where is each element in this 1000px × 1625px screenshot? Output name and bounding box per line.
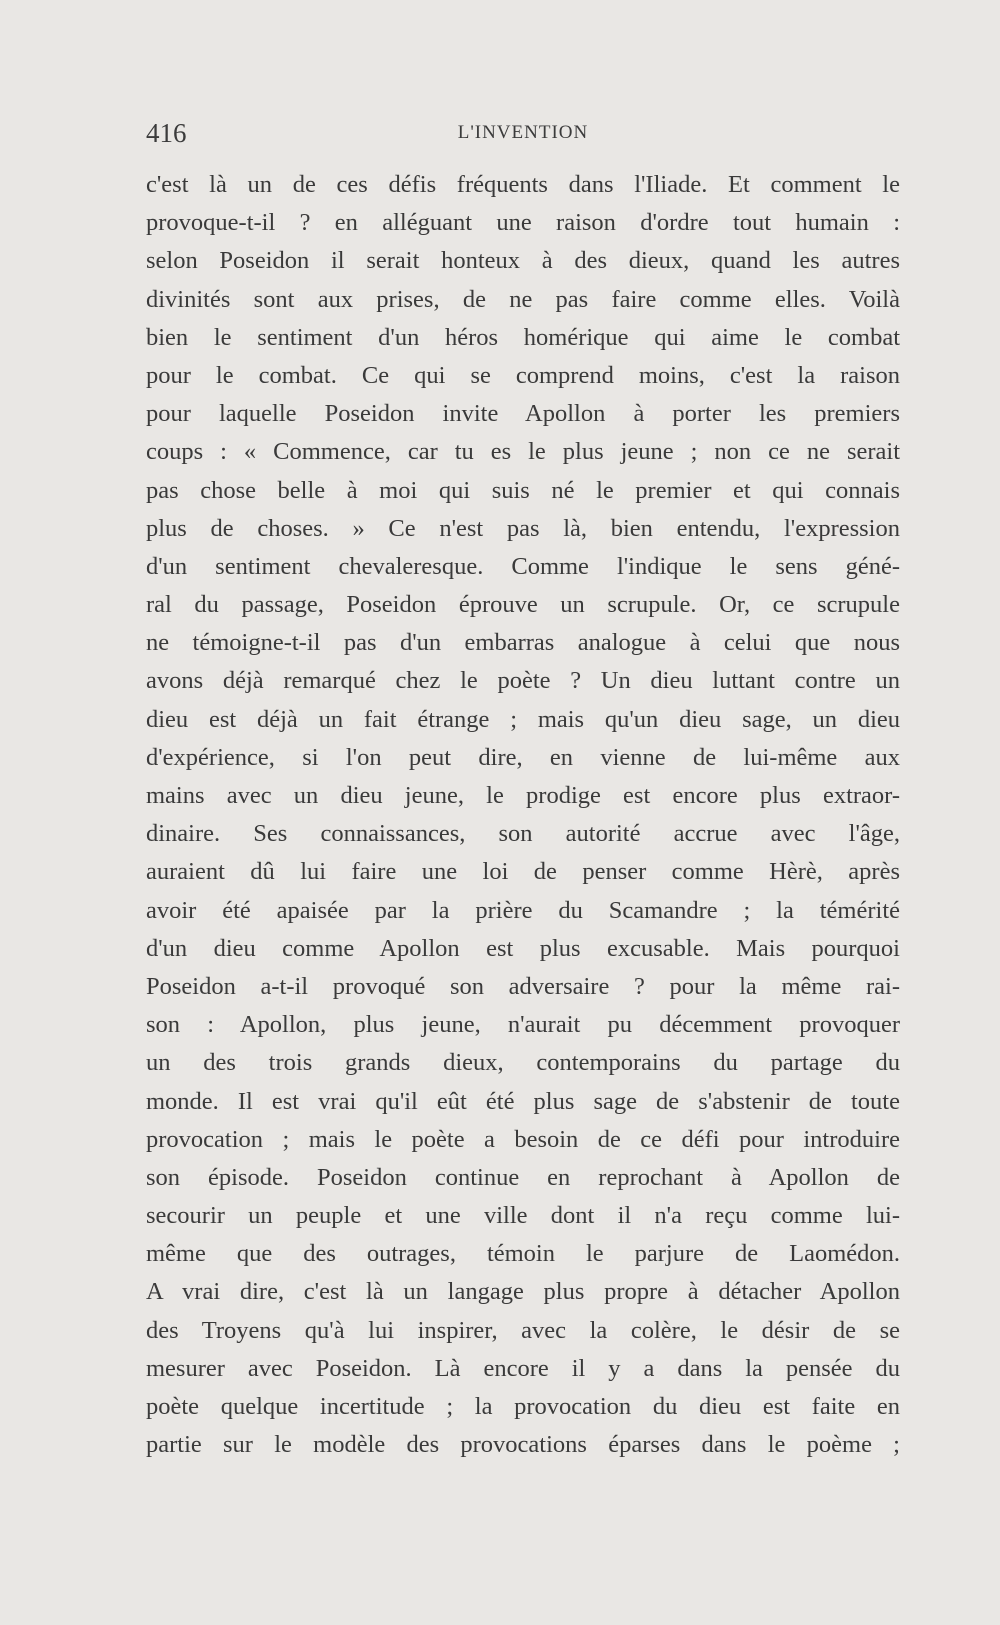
text-line: c'est là un de ces défis fréquents dans l'Iliade. Et comment le — [146, 171, 900, 198]
text-line: son épisode. Poseidon continue en reprochant à Apollon de — [146, 1163, 900, 1191]
text-line: A vrai dire, c'est là un langage plus propre à détacher Apollon — [146, 1278, 900, 1306]
text-line: provoque-t-il ? en alléguant une raison d'ordre tout humain : — [146, 209, 900, 237]
body-text — [146, 166, 900, 1464]
page-number: 416 — [146, 118, 187, 148]
text-line: ne témoigne-t-il pas d'un embarras analogue à celui que nous — [146, 629, 900, 657]
text-line: pour le combat. Ce qui se comprend moins, c'est la raison — [146, 361, 900, 389]
text-line: même que des outrages, témoin le parjure de Laomédon. — [146, 1240, 900, 1268]
text-line: secourir un peuple et une ville dont il n'a reçu comme lui- — [146, 1202, 900, 1230]
text-line: mains avec un dieu jeune, le prodige est encore plus extraor- — [146, 782, 900, 809]
running-title: L'INVENTION — [457, 122, 589, 143]
running-head — [146, 118, 900, 152]
text-line: dinaire. Ses connaissances, son autorité accrue avec l'âge, — [146, 820, 900, 848]
text-line: pas chose belle à moi qui suis né le premier et qui connais — [146, 476, 900, 504]
text-line: poète quelque incertitude ; la provocation du dieu est faite en — [146, 1393, 900, 1420]
text-line: plus de choses. » Ce n'est pas là, bien entendu, l'expression — [146, 514, 900, 542]
text-line: mesurer avec Poseidon. Là encore il y a dans la pensée du — [146, 1354, 900, 1382]
text-line: d'un sentiment chevaleresque. Comme l'indique le sens géné- — [146, 552, 900, 580]
text-line: avoir été apaisée par la prière du Scamandre ; la témérité — [146, 896, 900, 924]
text-line: d'un dieu comme Apollon est plus excusable. Mais pourquoi — [146, 934, 900, 962]
text-line: provocation ; mais le poète a besoin de ce défi pour introduire — [146, 1125, 900, 1153]
text-line: divinités sont aux prises, de ne pas faire comme elles. Voilà — [146, 285, 900, 313]
text-line: son : Apollon, plus jeune, n'aurait pu décemment provoquer — [146, 1011, 900, 1039]
text-line: coups : « Commence, car tu es le plus jeune ; non ce ne serait — [146, 438, 900, 466]
text-line: pour laquelle Poseidon invite Apollon à porter les premiers — [146, 400, 900, 428]
text-line: selon Poseidon il serait honteux à des dieux, quand les autres — [146, 247, 900, 275]
text-line: des Troyens qu'à lui inspirer, avec la colère, le désir de se — [146, 1316, 900, 1344]
text-line: avons déjà remarqué chez le poète ? Un dieu luttant contre un — [146, 667, 900, 695]
text-line: dieu est déjà un fait étrange ; mais qu'un dieu sage, un dieu — [146, 705, 900, 733]
text-line: partie sur le modèle des provocations éparses dans le poème ; — [146, 1431, 900, 1459]
text-line: auraient dû lui faire une loi de penser comme Hèrè, après — [146, 858, 900, 886]
text-line: Poseidon a-t-il provoqué son adversaire ? pour la même rai- — [146, 972, 900, 1000]
text-line: bien le sentiment d'un héros homérique qui aime le combat — [146, 323, 900, 351]
text-line: monde. Il est vrai qu'il eût été plus sage de s'abstenir de toute — [146, 1087, 900, 1115]
text-line: d'expérience, si l'on peut dire, en vienne de lui-même aux — [146, 743, 900, 771]
text-line: ral du passage, Poseidon éprouve un scrupule. Or, ce scrupule — [146, 591, 900, 619]
text-line: un des trois grands dieux, contemporains du partage du — [146, 1049, 900, 1077]
